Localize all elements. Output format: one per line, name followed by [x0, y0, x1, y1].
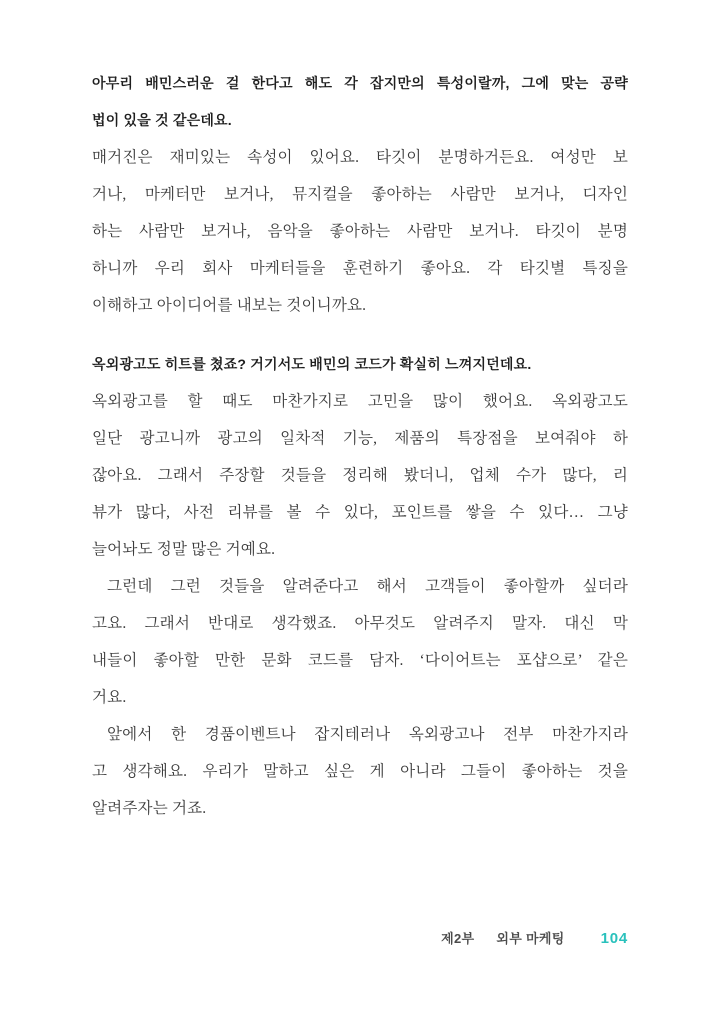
body-line: 알려주자는 거죠.: [92, 800, 207, 817]
question-line: 아무리 배민스러운 걸 한다고 해도 각 잡지만의 특성이랄까, 그에 맞는 공략: [92, 75, 628, 91]
text-column: [92, 65, 628, 827]
interview-question-1: [92, 65, 628, 139]
body-line: 내들이 좋아할 만한 문화 코드를 담자. ‘다이어트는 포샵으로’ 같은: [92, 652, 628, 669]
page-footer: [441, 928, 628, 947]
body-line: 옥외광고를 할 때도 마찬가지로 고민을 많이 했어요. 옥외광고도: [92, 393, 628, 410]
body-line: 뷰가 많다, 사전 리뷰를 볼 수 있다, 포인트를 쌓을 수 있다… 그냥: [92, 504, 628, 521]
body-line: 그런데 그런 것들을 알려준다고 해서 고객들이 좋아할까 싶더라: [107, 578, 628, 595]
body-line: 일단 광고니까 광고의 일차적 기능, 제품의 특장점을 보여줘야 하: [92, 430, 628, 447]
question-line: 옥외광고도 히트를 쳤죠? 거기서도 배민의 코드가 확실히 느껴지던데요.: [92, 356, 532, 372]
interview-answer-1: [92, 139, 628, 324]
body-line: 이해하고 아이디어를 내보는 것이니까요.: [92, 297, 367, 314]
footer-part-label: 제2부: [441, 931, 475, 946]
paragraph: [92, 568, 628, 716]
footer-chapter-label: 외부 마케팅: [496, 931, 565, 946]
body-line: 잖아요. 그래서 주장할 것들을 정리해 봤더니, 업체 수가 많다, 리: [92, 467, 628, 484]
body-line: 하니까 우리 회사 마케터들을 훈련하기 좋아요. 각 타깃별 특징을: [92, 260, 628, 277]
paragraph: [92, 383, 628, 568]
paragraph: [92, 716, 628, 827]
body-line: 거나, 마케터만 보거나, 뮤지컬을 좋아하는 사람만 보거나, 디자인: [92, 186, 628, 203]
interview-answer-2: [92, 383, 628, 827]
body-line: 하는 사람만 보거나, 음악을 좋아하는 사람만 보거나. 타깃이 분명: [92, 223, 628, 240]
body-line: 고요. 그래서 반대로 생각했죠. 아무것도 알려주지 말자. 대신 막: [92, 615, 628, 632]
body-line: 매거진은 재미있는 속성이 있어요. 타깃이 분명하거든요. 여성만 보: [92, 149, 628, 166]
body-line: 앞에서 한 경품이벤트나 잡지테러나 옥외광고나 전부 마찬가지라: [107, 726, 628, 743]
body-line: 고 생각해요. 우리가 말하고 싶은 게 아니라 그들이 좋아하는 것을: [92, 763, 628, 780]
question-line: 법이 있을 것 같은데요.: [92, 112, 232, 128]
body-line: 늘어놔도 정말 많은 거예요.: [92, 541, 276, 558]
footer-page-number: 104: [600, 930, 628, 947]
interview-question-2: [92, 346, 628, 383]
body-line: 거요.: [92, 689, 127, 706]
